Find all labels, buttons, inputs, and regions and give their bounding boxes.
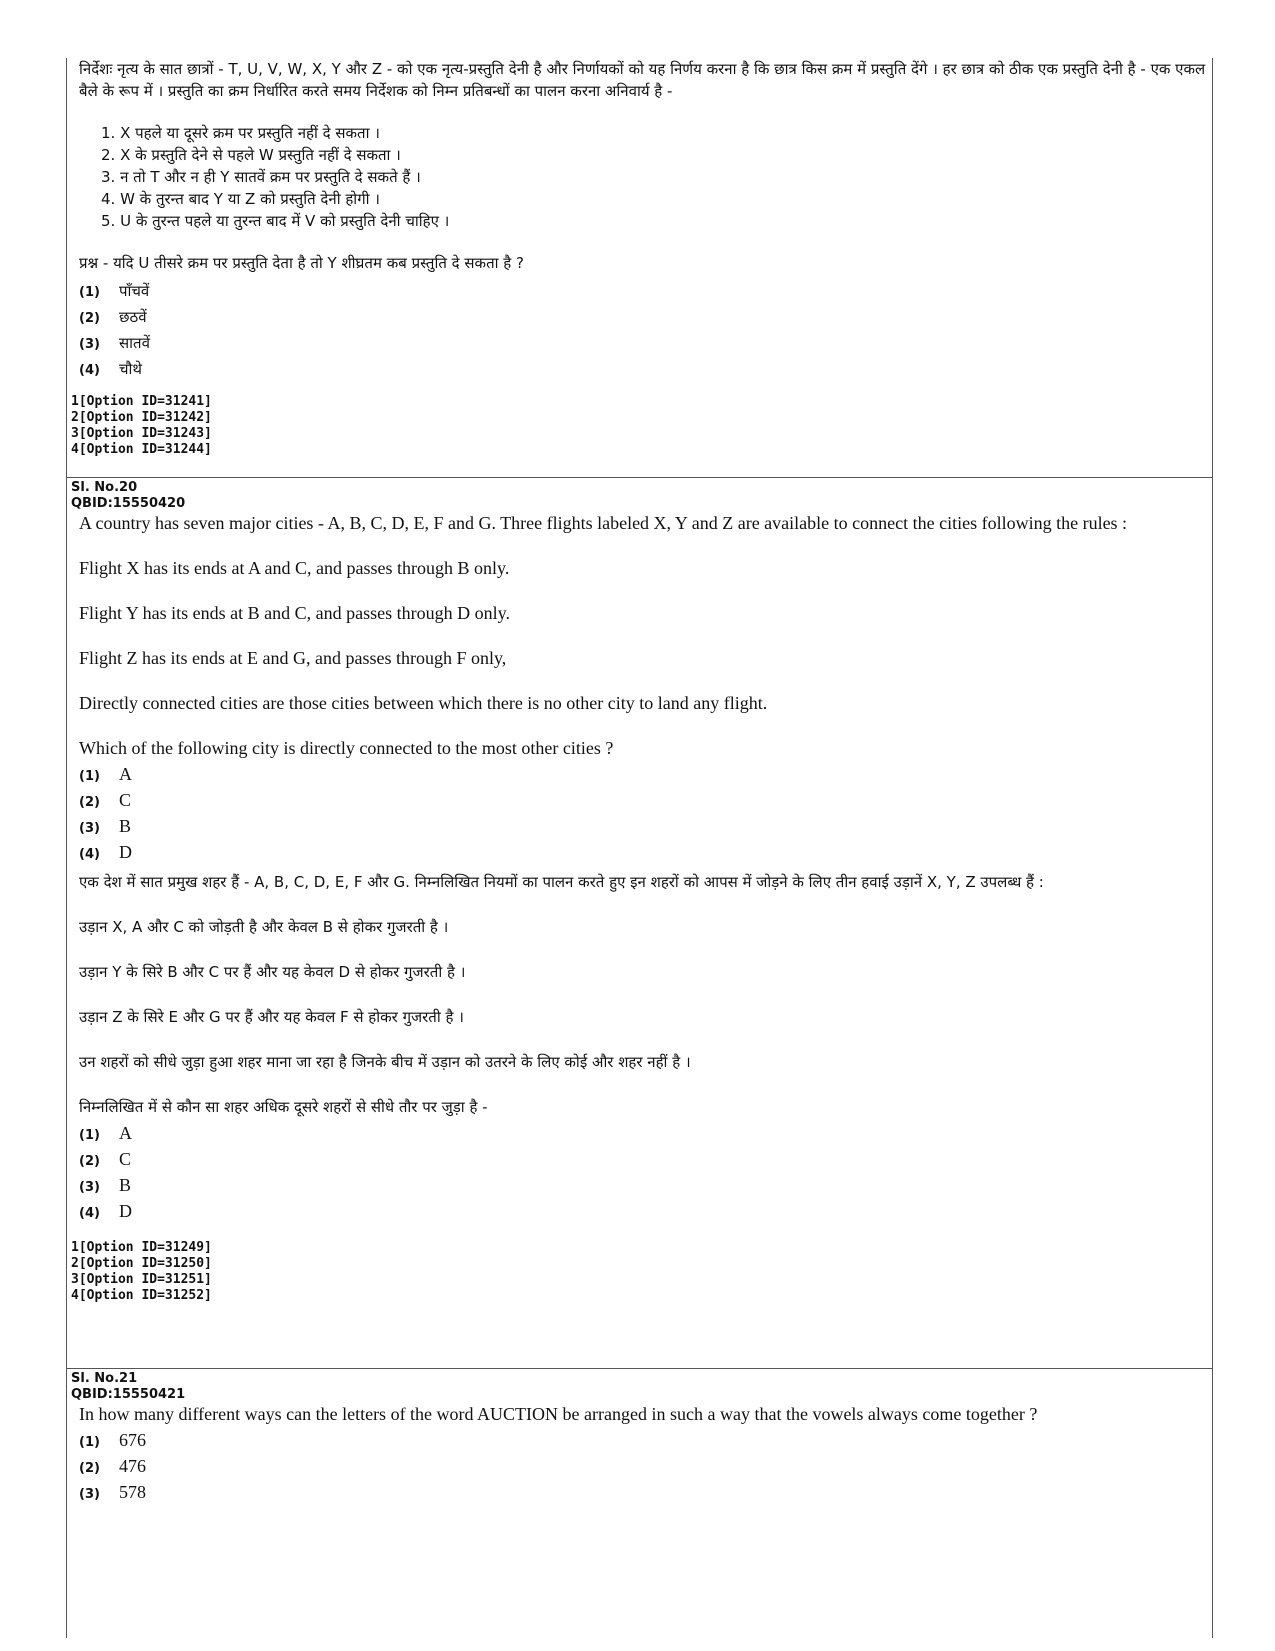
flight-x-rule-en: Flight X has its ends at A and C, and passes through B only. xyxy=(79,558,510,578)
option-row xyxy=(79,1148,1212,1174)
option-number: (3) xyxy=(79,821,100,836)
flight-y-rule-en: Flight Y has its ends at B and C, and passes through D only. xyxy=(79,603,510,623)
hindi-directive: निर्देशः नृत्य के सात छात्रों - T, U, V, W, X, Y और Z - को एक नृत्य-प्रस्तुति देनी है और निर्णायकों को यह निर्णय करना है कि छात्र किस क्रम में प्रस्तुति देंगे । हर छात्र को ठीक एक प्रस्तुति देनी है - एक एकल बैले के रूप में । प्रस्तुति का क्रम निर्धारित करते समय निर्देशक को निम्न प्रतिबन्धों का पालन करना अनिवार्य है - xyxy=(79,60,1206,100)
option-row xyxy=(79,815,1212,841)
option-number: (1) xyxy=(79,1435,100,1450)
option-id: 4[Option ID=31252] xyxy=(71,1288,212,1303)
option-row xyxy=(79,789,1212,815)
rule-item: 3. न तो T और न ही Y सातवें क्रम पर प्रस्तुति दे सकते हैं । xyxy=(101,168,421,186)
option-id: 1[Option ID=31241] xyxy=(71,394,212,409)
definition-hi: उन शहरों को सीधे जुड़ा हुआ शहर माना जा रहा है जिनके बीच में उड़ान को उतरने के लिए कोई और शहर नहीं है । xyxy=(79,1053,691,1071)
option-text: C xyxy=(119,790,132,810)
option-number: (4) xyxy=(79,847,100,862)
question-header xyxy=(71,1369,1212,1403)
option-row xyxy=(79,280,1212,306)
option-number: (4) xyxy=(79,363,100,378)
option-number: (3) xyxy=(79,1487,100,1502)
question-text-en: Which of the following city is directly connected to the most other cities ? xyxy=(79,738,614,758)
definition-en: Directly connected cities are those cities between which there is no other city to land any flight. xyxy=(79,693,768,713)
option-row xyxy=(79,763,1212,789)
option-text: 578 xyxy=(119,1482,146,1502)
option-text: A xyxy=(119,1123,132,1143)
option-number: (1) xyxy=(79,769,100,784)
option-id-list xyxy=(71,394,1212,458)
option-id: 3[Option ID=31251] xyxy=(71,1272,212,1287)
option-number: (1) xyxy=(79,1128,100,1143)
flight-x-rule-hi: उड़ान X, A और C को जोड़ती है और केवल B से होकर गुजरती है । xyxy=(79,918,449,936)
question-text: प्रश्न - यदि U तीसरे क्रम पर प्रस्तुति देता है तो Y शीघ्रतम कब प्रस्तुति दे सकता है ? xyxy=(79,254,524,272)
option-text: पाँचवें xyxy=(119,282,150,300)
question-19-block xyxy=(67,58,1212,478)
option-text: A xyxy=(119,764,132,784)
flight-z-rule-hi: उड़ान Z के सिरे E और G पर हैं और यह केवल F से होकर गुजरती है । xyxy=(79,1008,464,1026)
option-id: 1[Option ID=31249] xyxy=(71,1240,212,1255)
option-text: B xyxy=(119,816,132,836)
option-id: 3[Option ID=31243] xyxy=(71,426,212,441)
option-row xyxy=(79,1122,1212,1148)
option-text: 476 xyxy=(119,1456,146,1476)
rule-item: 2. X के प्रस्तुति देने से पहले W प्रस्तुति नहीं दे सकता । xyxy=(101,146,401,164)
question-paper-page xyxy=(66,58,1213,1638)
rule-item: 5. U के तुरन्त पहले या तुरन्त बाद में V को प्रस्तुति देनी चाहिए । xyxy=(101,212,450,230)
question-header xyxy=(71,478,1212,512)
option-text: सातवें xyxy=(119,334,150,352)
option-id-list xyxy=(71,1240,1212,1304)
serial-number: Sl. No.20 xyxy=(71,480,138,495)
option-number: (3) xyxy=(79,337,100,352)
option-row xyxy=(79,1481,1212,1507)
option-row xyxy=(79,1429,1212,1455)
question-bank-id: QBID:15550421 xyxy=(71,1387,186,1402)
rule-item: 4. W के तुरन्त बाद Y या Z को प्रस्तुति देनी होगी । xyxy=(101,190,380,208)
option-number: (2) xyxy=(79,795,100,810)
option-text: 676 xyxy=(119,1430,146,1450)
serial-number: Sl. No.21 xyxy=(71,1371,138,1386)
option-row xyxy=(79,306,1212,332)
option-row xyxy=(79,332,1212,358)
option-number: (3) xyxy=(79,1180,100,1195)
rules-list xyxy=(101,122,1212,232)
question-text-hi: निम्नलिखित में से कौन सा शहर अधिक दूसरे शहरों से सीधे तौर पर जुड़ा है - xyxy=(79,1098,488,1116)
option-text: D xyxy=(119,1201,132,1221)
option-text: B xyxy=(119,1175,132,1195)
question-20-block xyxy=(67,478,1212,1369)
option-id: 2[Option ID=31242] xyxy=(71,410,212,425)
option-text: C xyxy=(119,1149,132,1169)
option-id: 2[Option ID=31250] xyxy=(71,1256,212,1271)
question-21-block xyxy=(67,1369,1212,1629)
option-number: (2) xyxy=(79,311,100,326)
question-intro-hi: एक देश में सात प्रमुख शहर हैं - A, B, C, D, E, F और G. निम्नलिखित नियमों का पालन करते हुए इन शहरों को आपस में जोड़ने के लिए तीन हवाई उड़ानें X, Y, Z उपलब्ध हैं : xyxy=(79,873,1044,891)
flight-y-rule-hi: उड़ान Y के सिरे B और C पर हैं और यह केवल D से होकर गुजरती है । xyxy=(79,963,466,981)
option-number: (2) xyxy=(79,1461,100,1476)
option-row xyxy=(79,358,1212,384)
option-text: D xyxy=(119,842,132,862)
option-number: (4) xyxy=(79,1206,100,1221)
option-row xyxy=(79,1455,1212,1481)
option-id: 4[Option ID=31244] xyxy=(71,442,212,457)
option-number: (1) xyxy=(79,285,100,300)
question-text-en: In how many different ways can the letters of the word AUCTION be arranged in such a way that the vowels always come together ? xyxy=(79,1404,1038,1424)
question-intro-en: A country has seven major cities - A, B, C, D, E, F and G. Three flights labeled X, Y and Z are available to connect the cities following the rules : xyxy=(79,513,1128,533)
question-bank-id: QBID:15550420 xyxy=(71,496,186,511)
option-text: चौथे xyxy=(119,360,142,378)
option-row xyxy=(79,841,1212,867)
option-number: (2) xyxy=(79,1154,100,1169)
flight-z-rule-en: Flight Z has its ends at E and G, and passes through F only, xyxy=(79,648,507,668)
rule-item: 1. X पहले या दूसरे क्रम पर प्रस्तुति नहीं दे सकता । xyxy=(101,124,380,142)
option-row xyxy=(79,1200,1212,1226)
option-row xyxy=(79,1174,1212,1200)
option-text: छठवें xyxy=(119,308,147,326)
